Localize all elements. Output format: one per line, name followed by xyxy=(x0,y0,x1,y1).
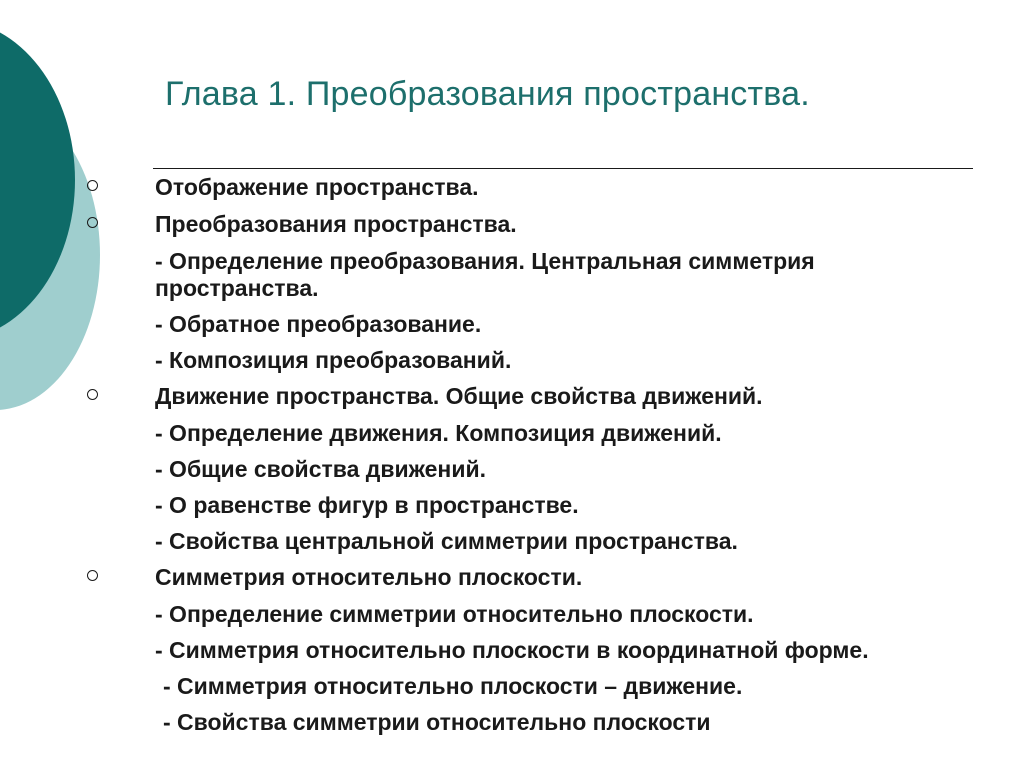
list-subitem xyxy=(0,248,1024,302)
list-item-text: - Обратное преобразование. xyxy=(155,311,482,337)
list-item-text: - Свойства симметрии относительно плоскости xyxy=(163,709,711,735)
list-subitem xyxy=(0,492,1024,519)
list-item-bullet xyxy=(0,211,1024,238)
list-item-text: - Композиция преобразований. xyxy=(155,347,512,373)
list-item-text: - Свойства центральной симметрии пространства. xyxy=(155,528,738,554)
list-item-text: - Симметрия относительно плоскости – движение. xyxy=(163,673,743,699)
list-item-bullet xyxy=(0,564,1024,591)
list-subitem xyxy=(0,420,1024,447)
slide-content xyxy=(0,174,1024,745)
list-item-text: Преобразования пространства. xyxy=(155,211,517,237)
list-item-text: Движение пространства. Общие свойства движений. xyxy=(155,383,763,409)
hollow-circle-bullet-icon xyxy=(87,389,98,400)
list-subitem xyxy=(0,456,1024,483)
list-subitem xyxy=(0,311,1024,338)
title-divider xyxy=(153,168,973,169)
list-item-text: - Определение симметрии относительно плоскости. xyxy=(155,601,754,627)
list-subitem xyxy=(0,601,1024,628)
list-subitem xyxy=(0,709,1024,736)
hollow-circle-bullet-icon xyxy=(87,180,98,191)
list-item-bullet xyxy=(0,383,1024,410)
list-item-text: - Определение движения. Композиция движений. xyxy=(155,420,722,446)
hollow-circle-bullet-icon xyxy=(87,570,98,581)
list-item-text: Отображение пространства. xyxy=(155,174,479,200)
hollow-circle-bullet-icon xyxy=(87,217,98,228)
list-subitem xyxy=(0,673,1024,700)
list-subitem xyxy=(0,528,1024,555)
slide-title: Глава 1. Преобразования пространства. xyxy=(165,75,810,113)
list-item-text: - О равенстве фигур в пространстве. xyxy=(155,492,579,518)
list-item-bullet xyxy=(0,174,1024,201)
list-subitem xyxy=(0,637,1024,664)
list-item-text: - Симметрия относительно плоскости в координатной форме. xyxy=(155,637,869,663)
list-item-text: - Определение преобразования. Центральная симметрия пространства. xyxy=(155,248,815,301)
list-item-text: - Общие свойства движений. xyxy=(155,456,486,482)
list-subitem xyxy=(0,347,1024,374)
list-item-text: Симметрия относительно плоскости. xyxy=(155,564,583,590)
